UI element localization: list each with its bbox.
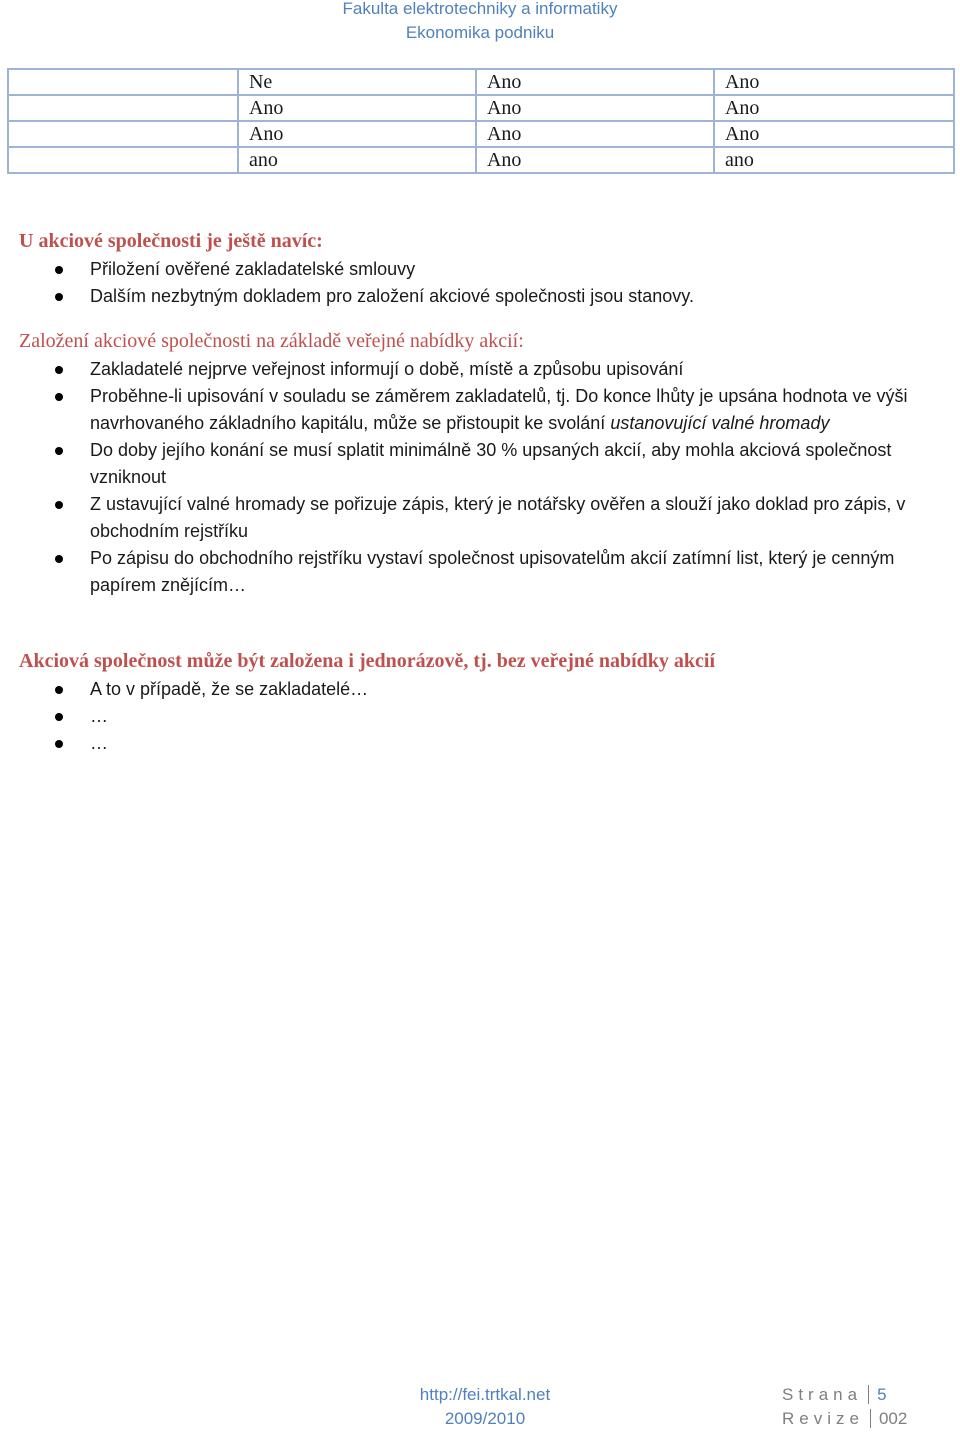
table-cell: Ano (238, 121, 476, 147)
footer-url-link[interactable]: http://fei.trtkal.net (419, 1385, 551, 1404)
list-item (0, 356, 960, 383)
list-item (0, 283, 960, 310)
list-item (0, 383, 960, 437)
table-row (8, 121, 954, 147)
section-heading: Akciová společnost může být založena i jednorázově, tj. bez veřejné nabídky akcií (19, 650, 716, 672)
table-cell (8, 95, 238, 121)
list-item (0, 545, 960, 599)
table-cell: ano (238, 147, 476, 173)
footer-left (360, 1383, 610, 1431)
table-cell: Ano (476, 69, 714, 95)
bullet-list (0, 256, 960, 310)
table-cell: Ano (476, 147, 714, 173)
table-cell: Ano (714, 95, 954, 121)
list-item (0, 437, 960, 491)
table-cell: Ano (476, 95, 714, 121)
list-item-text: A to v případě, že se zakladatelé… (90, 679, 369, 699)
table-row (8, 95, 954, 121)
bullet-list (0, 356, 960, 599)
list-item-text: … (90, 706, 108, 726)
bullet-icon (55, 686, 63, 694)
table-row (8, 69, 954, 95)
bullet-icon (55, 740, 63, 748)
table-cell: Ano (714, 121, 954, 147)
bullet-icon (55, 293, 63, 301)
table-cell: Ano (238, 95, 476, 121)
list-item (0, 730, 960, 757)
bullet-icon (55, 366, 63, 374)
list-item (0, 491, 960, 545)
page-number: 5 (868, 1385, 886, 1404)
bullet-icon (55, 713, 63, 721)
page-header (0, 0, 960, 45)
emphasis-text: ustanovující valné hromady (610, 413, 830, 433)
table-cell: ano (714, 147, 954, 173)
table-cell (8, 147, 238, 173)
revision-number: 002 (870, 1409, 907, 1428)
bullet-icon (55, 266, 63, 274)
header-course: Ekonomika podniku (405, 23, 555, 42)
table-cell: Ano (714, 69, 954, 95)
list-item-text: Z ustavující valné hromady se pořizuje zápis, který je notářsky ověřen a slouží jako doklad pro zápis, v obchodním rejstříku (90, 494, 906, 541)
page-indicator (782, 1383, 907, 1407)
comparison-table (7, 68, 955, 174)
list-item-text: Proběhne-li upisování v souladu se záměrem zakladatelů, tj. Do konce lhůty je upsána hodnota ve výši navrhovaného základního kapitálu, může se přistoupit ke svolání (90, 386, 908, 433)
bullet-icon (55, 447, 63, 455)
list-item (0, 256, 960, 283)
bullet-icon (55, 393, 63, 401)
bullet-icon (55, 555, 63, 563)
section-heading: U akciové společnosti je ještě navíc: (19, 230, 323, 252)
table-cell: Ano (476, 121, 714, 147)
table-cell (8, 121, 238, 147)
list-item-text: Dalším nezbytným dokladem pro založení akciové společnosti jsou stanovy. (90, 286, 694, 306)
footer-year: 2009/2010 (444, 1409, 526, 1428)
list-item-text: Zakladatelé nejprve veřejnost informují o době, místě a způsobu upisování (90, 359, 684, 379)
list-item-text: Do doby jejího konání se musí splatit minimálně 30 % upsaných akcií, aby mohla akciová společnost vzniknout (90, 440, 892, 487)
footer-right (782, 1383, 907, 1431)
list-item-text: Po zápisu do obchodního rejstříku vystaví společnost upisovatelům akcií zatímní list, který je cenným papírem znějícím… (90, 548, 895, 595)
page-label: Strana (782, 1385, 863, 1404)
list-item-text: … (90, 733, 108, 753)
list-item (0, 676, 960, 703)
table-cell (8, 69, 238, 95)
list-item-text: Přiložení ověřené zakladatelské smlouvy (90, 259, 416, 279)
bullet-list (0, 676, 960, 757)
revision-indicator (782, 1407, 907, 1431)
list-item (0, 703, 960, 730)
table-cell: Ne (238, 69, 476, 95)
table-row (8, 147, 954, 173)
bullet-icon (55, 501, 63, 509)
header-faculty: Fakulta elektrotechniky a informatiky (342, 0, 618, 18)
revision-label: Revize (782, 1409, 864, 1428)
section-heading: Založení akciové společnosti na základě veřejné nabídky akcií: (19, 330, 524, 352)
